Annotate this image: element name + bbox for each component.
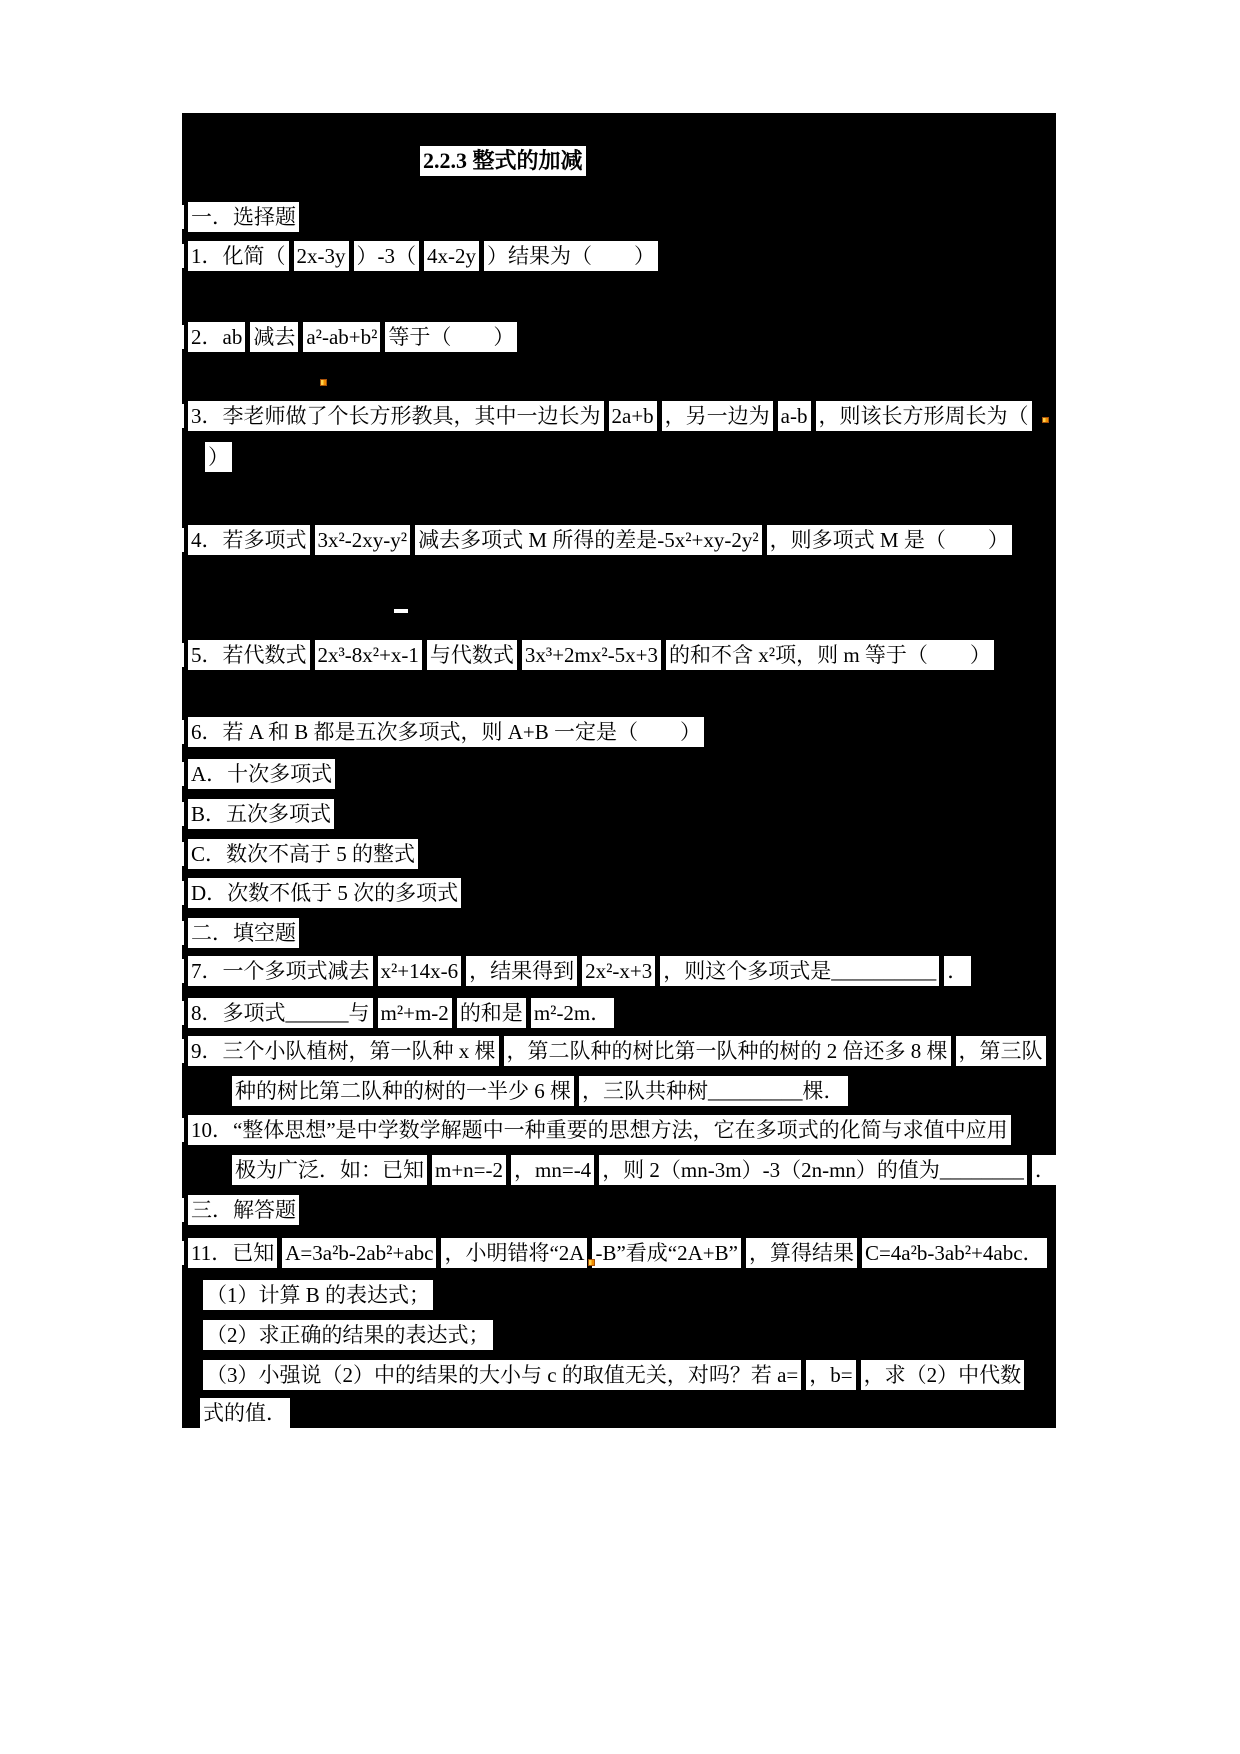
question-6 bbox=[188, 717, 704, 747]
question-11-sub-2 bbox=[203, 1320, 493, 1350]
question-5-seg-2: 与代数式 bbox=[427, 640, 517, 670]
question-2-seg-1: 减去 bbox=[250, 322, 298, 352]
line-left-tick bbox=[181, 1118, 184, 1142]
option-b-seg-0: B．五次多项式 bbox=[188, 799, 334, 829]
line-left-tick bbox=[181, 404, 184, 428]
question-7-seg-4: ，则这个多项式是__________ bbox=[660, 956, 939, 986]
question-9-line-1-seg-1: ，第二队种的树比第一队种的树的 2 倍还多 8 棵 bbox=[504, 1036, 951, 1066]
question-8-seg-2: 的和是 bbox=[457, 998, 526, 1028]
line-left-tick bbox=[181, 244, 184, 268]
question-3-line-1-seg-3: a-b bbox=[778, 401, 811, 431]
section-2-heading-seg-0: 二．填空题 bbox=[188, 918, 299, 948]
question-3-line-1-seg-4: ，则该长方形周长为（ bbox=[816, 401, 1032, 431]
question-10-line-2-seg-1: m+n=-2 bbox=[432, 1155, 506, 1185]
question-2-seg-0: 2．ab bbox=[188, 322, 245, 352]
question-3-line-1-seg-1: 2a+b bbox=[609, 401, 657, 431]
inline-image-placeholder-icon-3 bbox=[588, 1259, 595, 1266]
option-b bbox=[188, 799, 334, 829]
line-left-tick bbox=[181, 921, 184, 945]
option-c-seg-0: C．数次不高于 5 的整式 bbox=[188, 839, 418, 869]
line-left-tick bbox=[181, 325, 184, 349]
line-left-tick bbox=[181, 643, 184, 667]
question-11-seg-0: 11．已知 bbox=[188, 1238, 277, 1268]
question-2-seg-2: a²-ab+b² bbox=[303, 322, 380, 352]
question-11-seg-5: C=4a²b-3ab²+4abc． bbox=[862, 1238, 1047, 1268]
question-10-line-2-seg-2: ，mn=-4 bbox=[511, 1155, 594, 1185]
question-4-seg-2: 减去多项式 M 所得的差是-5x²+xy-2y² bbox=[415, 525, 762, 555]
question-10-line-2-seg-4: ． bbox=[1032, 1155, 1059, 1185]
question-11-sub-3-seg-0: （3）小强说（2）中的结果的大小与 c 的取值无关，对吗？若 a= bbox=[203, 1360, 801, 1390]
question-10-line-2-seg-3: ，则 2（mn-3m）-3（2n-mn）的值为________ bbox=[599, 1155, 1027, 1185]
question-11-seg-2: ，小明错将“2A bbox=[441, 1238, 587, 1268]
line-left-tick bbox=[181, 1241, 184, 1265]
question-4-seg-0: 4．若多项式 bbox=[188, 525, 310, 555]
option-a-seg-0: A．十次多项式 bbox=[188, 759, 335, 789]
section-1-heading bbox=[188, 202, 299, 232]
doc-title bbox=[420, 146, 586, 176]
line-left-tick bbox=[181, 720, 184, 744]
question-9-line-2-seg-0: 种的树比第二队种的树的一半少 6 棵 bbox=[232, 1076, 574, 1106]
question-8-seg-0: 8．多项式______与 bbox=[188, 998, 373, 1028]
question-1-seg-1: 2x-3y bbox=[294, 241, 349, 271]
question-1-seg-2: ）-3（ bbox=[354, 241, 420, 271]
question-3-line-2 bbox=[205, 442, 232, 472]
question-11-sub-1 bbox=[203, 1280, 433, 1310]
section-3-heading bbox=[188, 1195, 299, 1225]
question-7-seg-0: 7．一个多项式减去 bbox=[188, 956, 373, 986]
line-left-tick bbox=[181, 1039, 184, 1063]
question-11-seg-1: A=3a²b-2ab²+abc bbox=[282, 1238, 436, 1268]
question-5-seg-3: 3x³+2mx²-5x+3 bbox=[522, 640, 661, 670]
question-1-seg-0: 1．化简（ bbox=[188, 241, 289, 271]
question-1-seg-3: 4x-2y bbox=[424, 241, 479, 271]
question-7-seg-1: x²+14x-6 bbox=[378, 956, 462, 986]
question-11-sub-3-line-2-seg-0: 式的值． bbox=[200, 1398, 290, 1428]
question-7-seg-5: ． bbox=[944, 956, 971, 986]
stray-dash-mark bbox=[394, 609, 408, 613]
question-2 bbox=[188, 322, 517, 352]
section-1-heading-seg-0: 一．选择题 bbox=[188, 202, 299, 232]
question-11-sub-1-seg-0: （1）计算 B 的表达式； bbox=[203, 1280, 433, 1310]
question-11-seg-4: ，算得结果 bbox=[746, 1238, 857, 1268]
line-left-tick bbox=[181, 842, 184, 866]
question-4-seg-1: 3x²-2xy-y² bbox=[315, 525, 411, 555]
question-7 bbox=[188, 956, 971, 986]
question-7-seg-3: 2x²-x+3 bbox=[582, 956, 655, 986]
line-left-tick bbox=[181, 959, 184, 983]
question-5-seg-0: 5．若代数式 bbox=[188, 640, 310, 670]
question-2-seg-3: 等于（ ） bbox=[385, 322, 517, 352]
question-8-seg-3: m²-2m． bbox=[531, 998, 614, 1028]
question-11-sub-3-seg-1: ，b= bbox=[806, 1360, 855, 1390]
inline-image-placeholder-icon-1 bbox=[320, 379, 327, 386]
question-5 bbox=[188, 640, 994, 670]
question-10-line-1 bbox=[188, 1115, 1011, 1145]
question-5-seg-1: 2x³-8x²+x-1 bbox=[315, 640, 422, 670]
question-5-seg-4: 的和不含 x²项，则 m 等于（ ） bbox=[666, 640, 994, 670]
question-1 bbox=[188, 241, 658, 271]
line-left-tick bbox=[181, 205, 184, 229]
question-1-seg-4: ）结果为（ ） bbox=[484, 241, 658, 271]
inline-image-placeholder-icon-2 bbox=[1042, 417, 1049, 423]
question-10-line-2 bbox=[232, 1155, 1059, 1185]
section-3-heading-seg-0: 三．解答题 bbox=[188, 1195, 299, 1225]
question-8 bbox=[188, 998, 614, 1028]
question-10-line-1-seg-0: 10．“整体思想”是中学数学解题中一种重要的思想方法，它在多项式的化简与求值中应用 bbox=[188, 1115, 1011, 1145]
line-left-tick bbox=[181, 1198, 184, 1222]
line-left-tick bbox=[181, 528, 184, 552]
question-11-sub-3-seg-2: ，求（2）中代数 bbox=[861, 1360, 1025, 1390]
question-9-line-1 bbox=[188, 1036, 1046, 1066]
line-left-tick bbox=[181, 1001, 184, 1025]
question-3-line-2-seg-0: ） bbox=[205, 442, 232, 472]
question-10-line-2-seg-0: 极为广泛．如：已知 bbox=[232, 1155, 427, 1185]
question-9-line-2-seg-1: ，三队共种树_________棵． bbox=[579, 1076, 848, 1106]
question-11-sub-3-line-2 bbox=[200, 1398, 290, 1428]
option-c bbox=[188, 839, 418, 869]
question-3-line-1-seg-2: ，另一边为 bbox=[662, 401, 773, 431]
question-9-line-1-seg-0: 9．三个小队植树，第一队种 x 棵 bbox=[188, 1036, 499, 1066]
line-left-tick bbox=[181, 881, 184, 905]
question-3-line-1-seg-0: 3．李老师做了个长方形教具，其中一边长为 bbox=[188, 401, 604, 431]
question-11-sub-3 bbox=[203, 1360, 1024, 1390]
line-left-tick bbox=[181, 802, 184, 826]
question-11 bbox=[188, 1238, 1047, 1268]
question-7-seg-2: ，结果得到 bbox=[466, 956, 577, 986]
question-8-seg-1: m²+m-2 bbox=[378, 998, 452, 1028]
line-left-tick bbox=[181, 762, 184, 786]
question-4-seg-3: ，则多项式 M 是（ ） bbox=[767, 525, 1012, 555]
question-11-seg-3: -B”看成“2A+B” bbox=[592, 1238, 740, 1268]
question-9-line-2 bbox=[232, 1076, 848, 1106]
question-4 bbox=[188, 525, 1012, 555]
option-d-seg-0: D．次数不低于 5 次的多项式 bbox=[188, 878, 461, 908]
option-a bbox=[188, 759, 335, 789]
question-9-line-1-seg-2: ，第三队 bbox=[956, 1036, 1046, 1066]
section-2-heading bbox=[188, 918, 299, 948]
question-6-seg-0: 6．若 A 和 B 都是五次多项式，则 A+B 一定是（ ） bbox=[188, 717, 704, 747]
doc-title-seg-0: 2.2.3 整式的加减 bbox=[420, 146, 586, 176]
question-3-line-1 bbox=[188, 401, 1032, 431]
option-d bbox=[188, 878, 461, 908]
question-11-sub-2-seg-0: （2）求正确的结果的表达式； bbox=[203, 1320, 493, 1350]
